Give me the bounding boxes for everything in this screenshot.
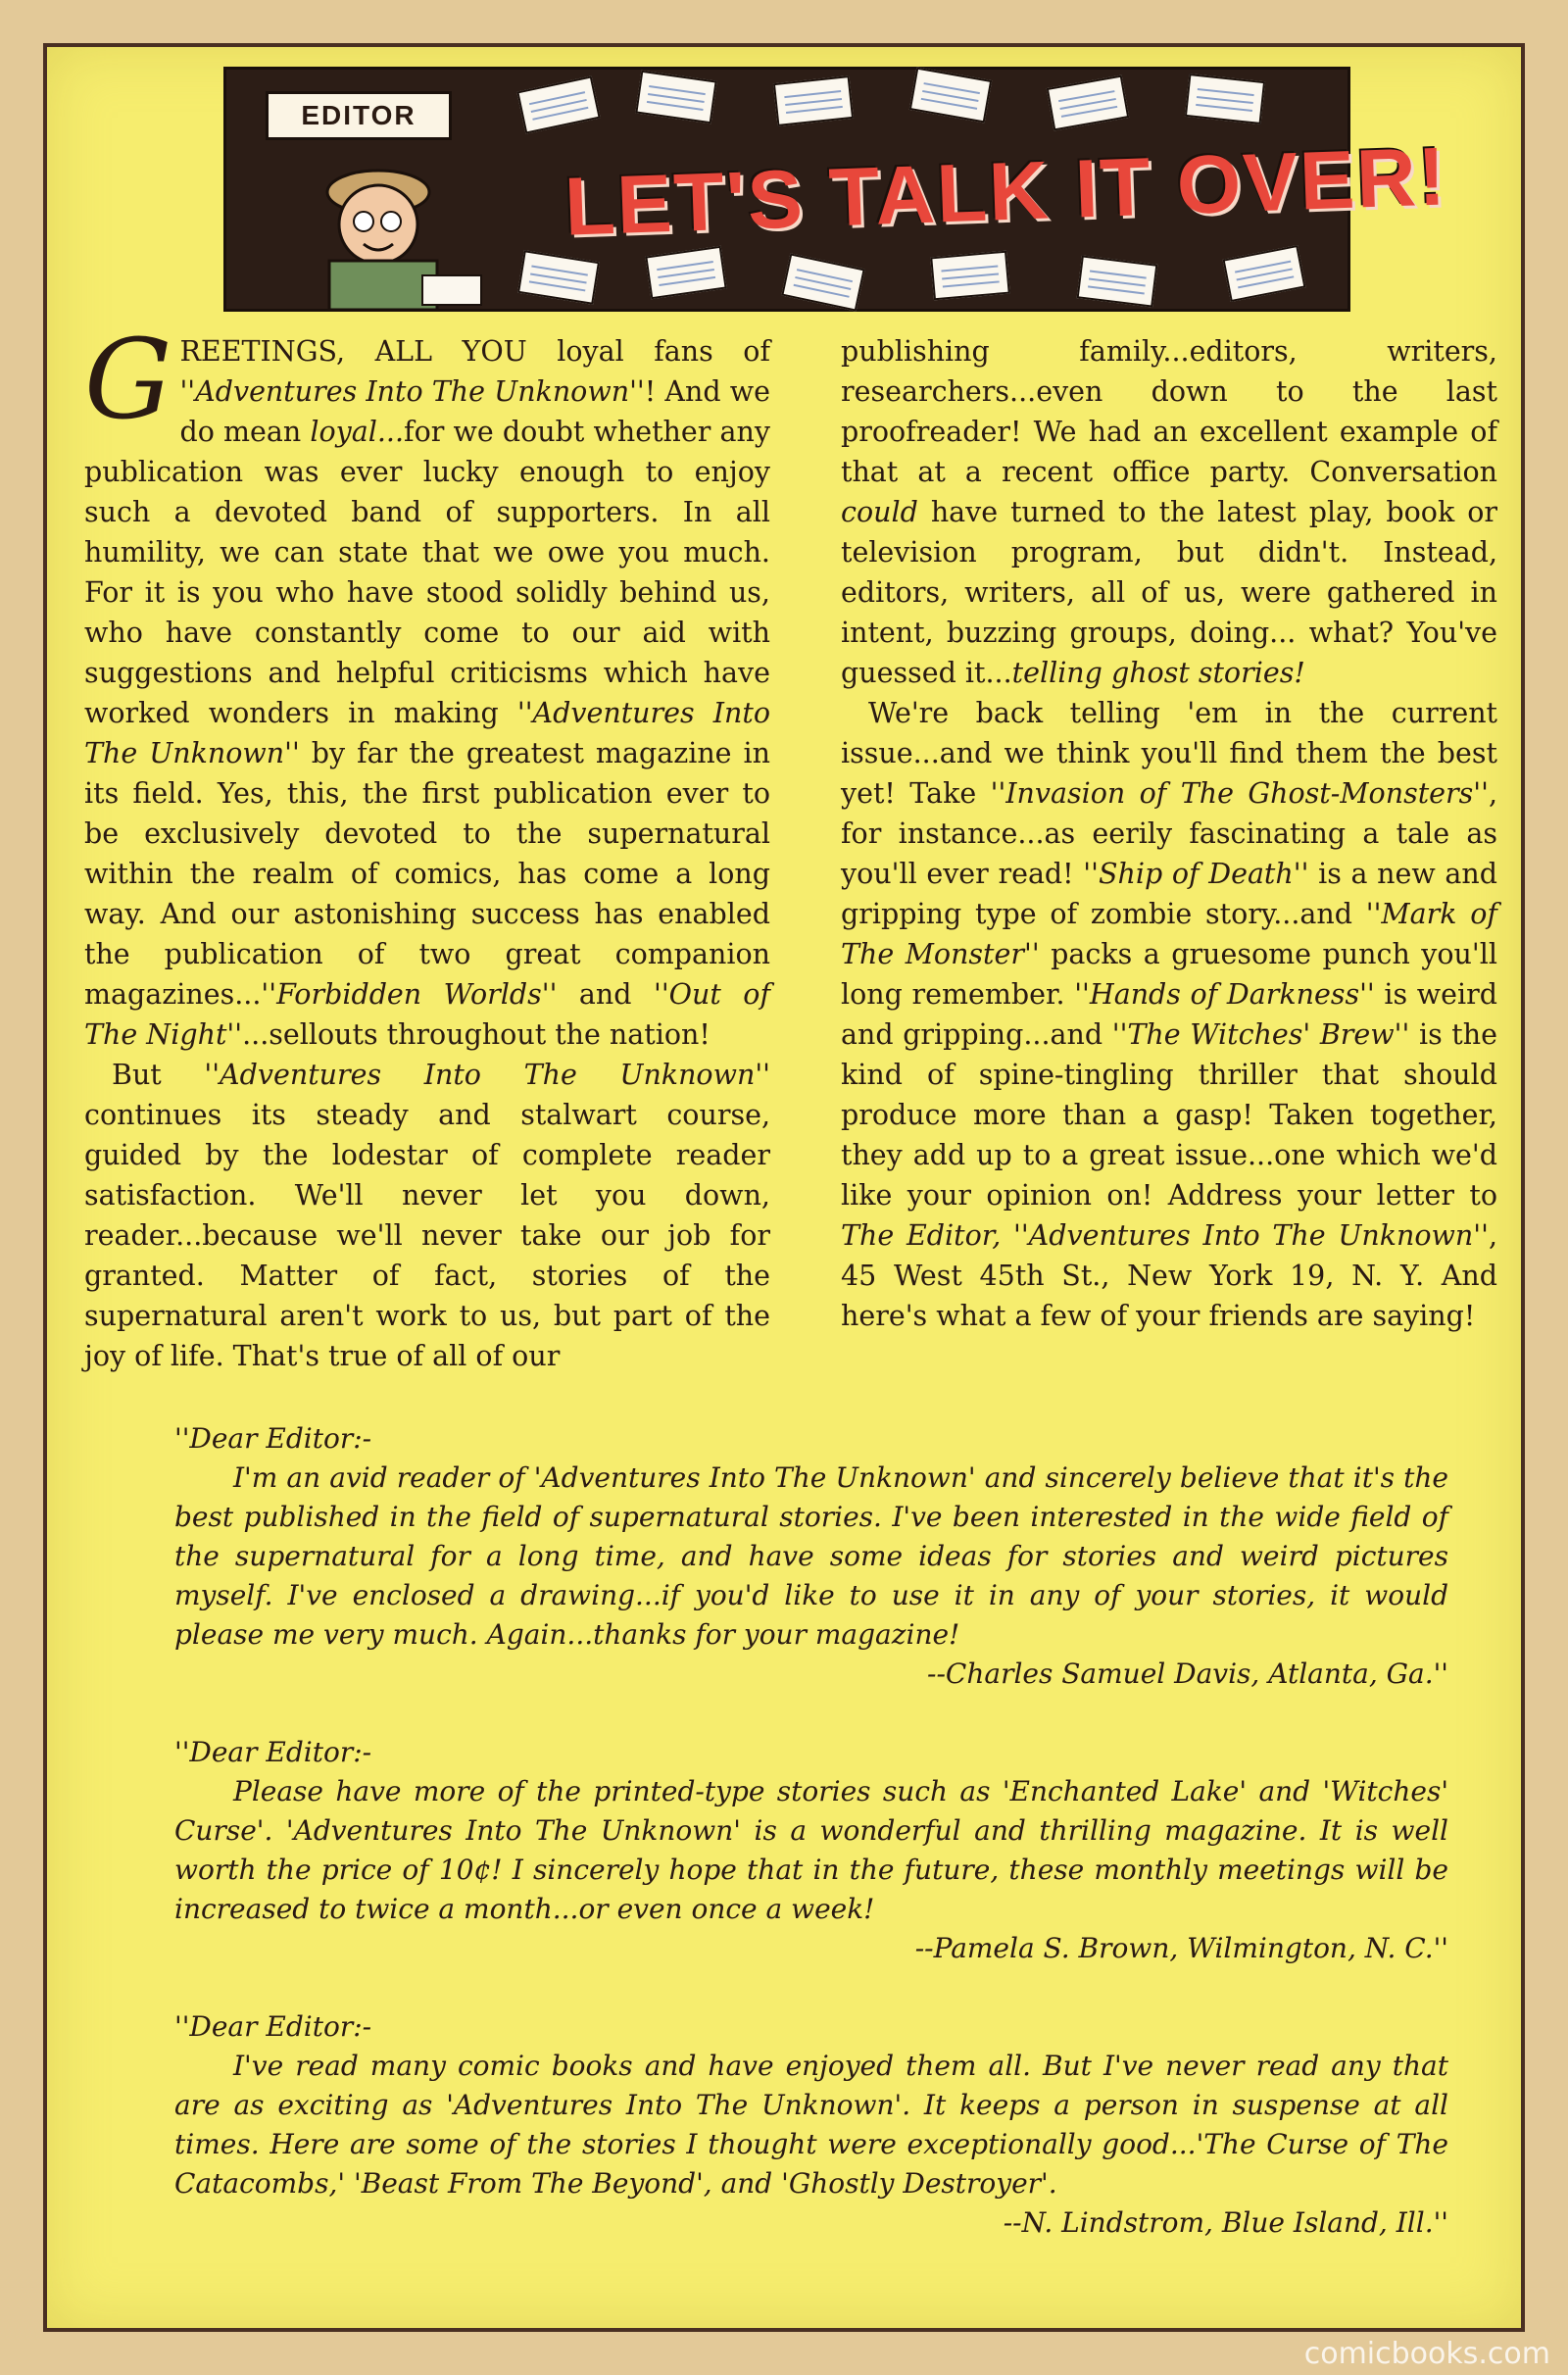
text-run: is the kind of spine-tingling thriller that should produce more than a gasp! Taken together, they add up to a great issue...one which we'd like your opinion on! Address your letter to	[841, 1018, 1497, 1212]
letter-salutation: ''Dear Editor:-	[174, 1736, 372, 1768]
italic-text: ''Hands of Darkness''	[1074, 978, 1375, 1011]
paragraph	[84, 1055, 770, 1376]
letter-salutation: ''Dear Editor:-	[174, 1422, 372, 1455]
letter-card	[781, 253, 864, 311]
text-run: ! And we do mean	[179, 375, 771, 448]
text-run: 'Adventures Into The Unknown'	[446, 2089, 903, 2121]
letter-body	[174, 1459, 1448, 1655]
italic-text: The Editor, ''Adventures Into The Unknown''	[841, 1219, 1489, 1252]
letter-body	[174, 1772, 1448, 1929]
text-run: 'Witches' Curse'. 'Adventures Into The Unknown'	[174, 1775, 1449, 1847]
letter-card	[1047, 75, 1129, 131]
text-run: , 45 West 45th St., New York 19, N. Y. And here's what a few of your friends are saying!	[841, 1219, 1497, 1332]
header-banner	[223, 67, 1449, 312]
letter-card	[930, 251, 1010, 301]
letter-card	[1185, 74, 1265, 124]
italic-text: is a wonderful and thrilling magazine. It is well worth the price of 10¢! I sincerely hope that in the future, these monthly meetings will be increased to twice a month...or even once a week!	[174, 1814, 1448, 1925]
italic-text: Please have more of the printed-type stories such as	[233, 1775, 1003, 1807]
italic-text: and sincerely believe that it's the best published in the field of supernatural stories. I've been interested in the wide field of the supernatural for a long time, and have some ideas for stories and weird pictures myself. I've enclosed a drawing...if you'd like to use it in any of your stories, it would please me very much. Again...thanks for your magazine!	[174, 1461, 1448, 1651]
italic-text: ''Out of The Night''	[84, 978, 771, 1051]
letter-card	[773, 75, 854, 126]
italic-text: ''The Witches' Brew''	[1111, 1018, 1410, 1051]
italic-text: telling ghost stories!	[1011, 657, 1305, 689]
italic-text: ''Adventures Into The Unknown''	[84, 697, 770, 769]
letter-card	[645, 246, 726, 299]
text-run: is a new and gripping type of zombie story...and	[841, 858, 1497, 930]
text-run: .	[1048, 2167, 1057, 2200]
page-frame	[43, 43, 1525, 2332]
paragraph	[841, 693, 1497, 1336]
drop-cap: G	[84, 317, 172, 444]
italic-text: could	[841, 496, 918, 528]
letter-signature: --Charles Samuel Davis, Atlanta, Ga.''	[927, 1658, 1448, 1690]
text-run: ...sellouts throughout the nation!	[242, 1018, 710, 1051]
editor-illustration	[285, 138, 491, 310]
letter-card	[1223, 245, 1306, 302]
text-run: publishing family...editors, writers, researchers...even down to the last proofreader! We had an excellent example of that at a recent office party. Conversation	[841, 335, 1497, 488]
text-run: continues its steady and stalwart course, guided by the lodestar of complete reader satisfaction. We'll never let you down, reader...because we'll never take our job for granted. Matter of fact, stories of the supernatural aren't work to us, but part of the joy of life. That's true of all of our	[84, 1099, 770, 1372]
text-run: 'Adventures Into The Unknown'	[533, 1461, 976, 1494]
text-run: 'Ghostly Destroyer'	[781, 2167, 1049, 2200]
intro-paragraph	[84, 317, 771, 1055]
text-run: 'Enchanted Lake'	[1002, 1775, 1248, 1807]
letter-salutation: ''Dear Editor:-	[174, 2010, 372, 2043]
right-column	[841, 331, 1497, 1336]
italic-text: ''Adventures Into The Unknown''	[204, 1059, 771, 1091]
watermark: comicbooks.com	[1303, 2337, 1550, 2371]
reader-letters	[174, 1419, 1448, 2282]
italic-text: I've read many comic books and have enjoyed them all. But I've never read any that are as exciting as	[174, 2050, 1448, 2121]
letter-card	[517, 250, 600, 305]
italic-text: ''Mark of The Monster''	[841, 898, 1497, 970]
text-run: packs a gruesome punch you'll long remember.	[841, 938, 1497, 1011]
text-run: 'The Curse of The Catacombs,' 'Beast From The Beyond'	[174, 2128, 1448, 2200]
text-run: for we doubt whether any publication was ever lucky enough to enjoy such a devoted band of supporters. In all humility, we can state that we owe you much. For it is you who have stood solidly behind us, who have constantly come to our aid with suggestions and helpful criticisms which have worked wonders in making	[84, 416, 770, 729]
italic-text: and	[1247, 1775, 1323, 1807]
banner-title: LET'S TALK IT OVER!	[563, 129, 1449, 253]
italic-text: ''Adventures Into The Unknown''	[179, 375, 645, 408]
italic-text: ''Forbidden Worlds''	[261, 978, 558, 1011]
letter-card	[1077, 255, 1158, 307]
reader-letter	[174, 2007, 1448, 2243]
text-run: by far the greatest magazine in its field. Yes, this, the first publication ever to be exclusively devoted to the supernatural within the realm of comics, has come a long way. And our astonishing success has enabled the publication of two great companion magazines...	[84, 737, 770, 1011]
italic-text: , and	[703, 2167, 782, 2200]
paragraph	[841, 331, 1497, 693]
italic-text: ''Invasion of The Ghost-Monsters''	[990, 777, 1489, 810]
left-column	[84, 317, 771, 1376]
text-run: have turned to the latest play, book or television program, but didn't. Instead, editors, writers, all of us, were gathered in intent, buzzing groups, doing... what? You've guessed it...	[841, 496, 1497, 689]
letter-body	[174, 2047, 1448, 2203]
text-run: REETINGS, ALL YOU loyal fans of	[179, 335, 770, 368]
text-run: is weird and gripping...and	[841, 978, 1497, 1051]
reader-letter	[174, 1733, 1448, 1968]
italic-text: ''Ship of Death''	[1083, 858, 1309, 890]
italic-text: I'm an avid reader of	[233, 1461, 534, 1494]
letter-card	[635, 71, 716, 124]
editor-tag: EDITOR	[266, 91, 452, 140]
italic-text: loyal...	[310, 416, 405, 448]
letter-signature: --Pamela S. Brown, Wilmington, N. C.''	[914, 1932, 1448, 1964]
text-run: We're back telling 'em in the current issue...and we think you'll find them the best yet! Take	[841, 697, 1497, 810]
reader-letter	[174, 1419, 1448, 1694]
text-run: But	[112, 1059, 205, 1091]
italic-text: . It keeps a person in suspense at all times. Here are some of the stories I thought were exceptionally good...	[174, 2089, 1448, 2160]
text-run: , for instance...as eerily fascinating a tale as you'll ever read!	[841, 777, 1497, 890]
letter-card	[909, 68, 992, 124]
letter-card	[516, 75, 600, 133]
text-run: and	[557, 978, 654, 1011]
letter-signature: --N. Lindstrom, Blue Island, Ill.''	[1003, 2206, 1448, 2239]
